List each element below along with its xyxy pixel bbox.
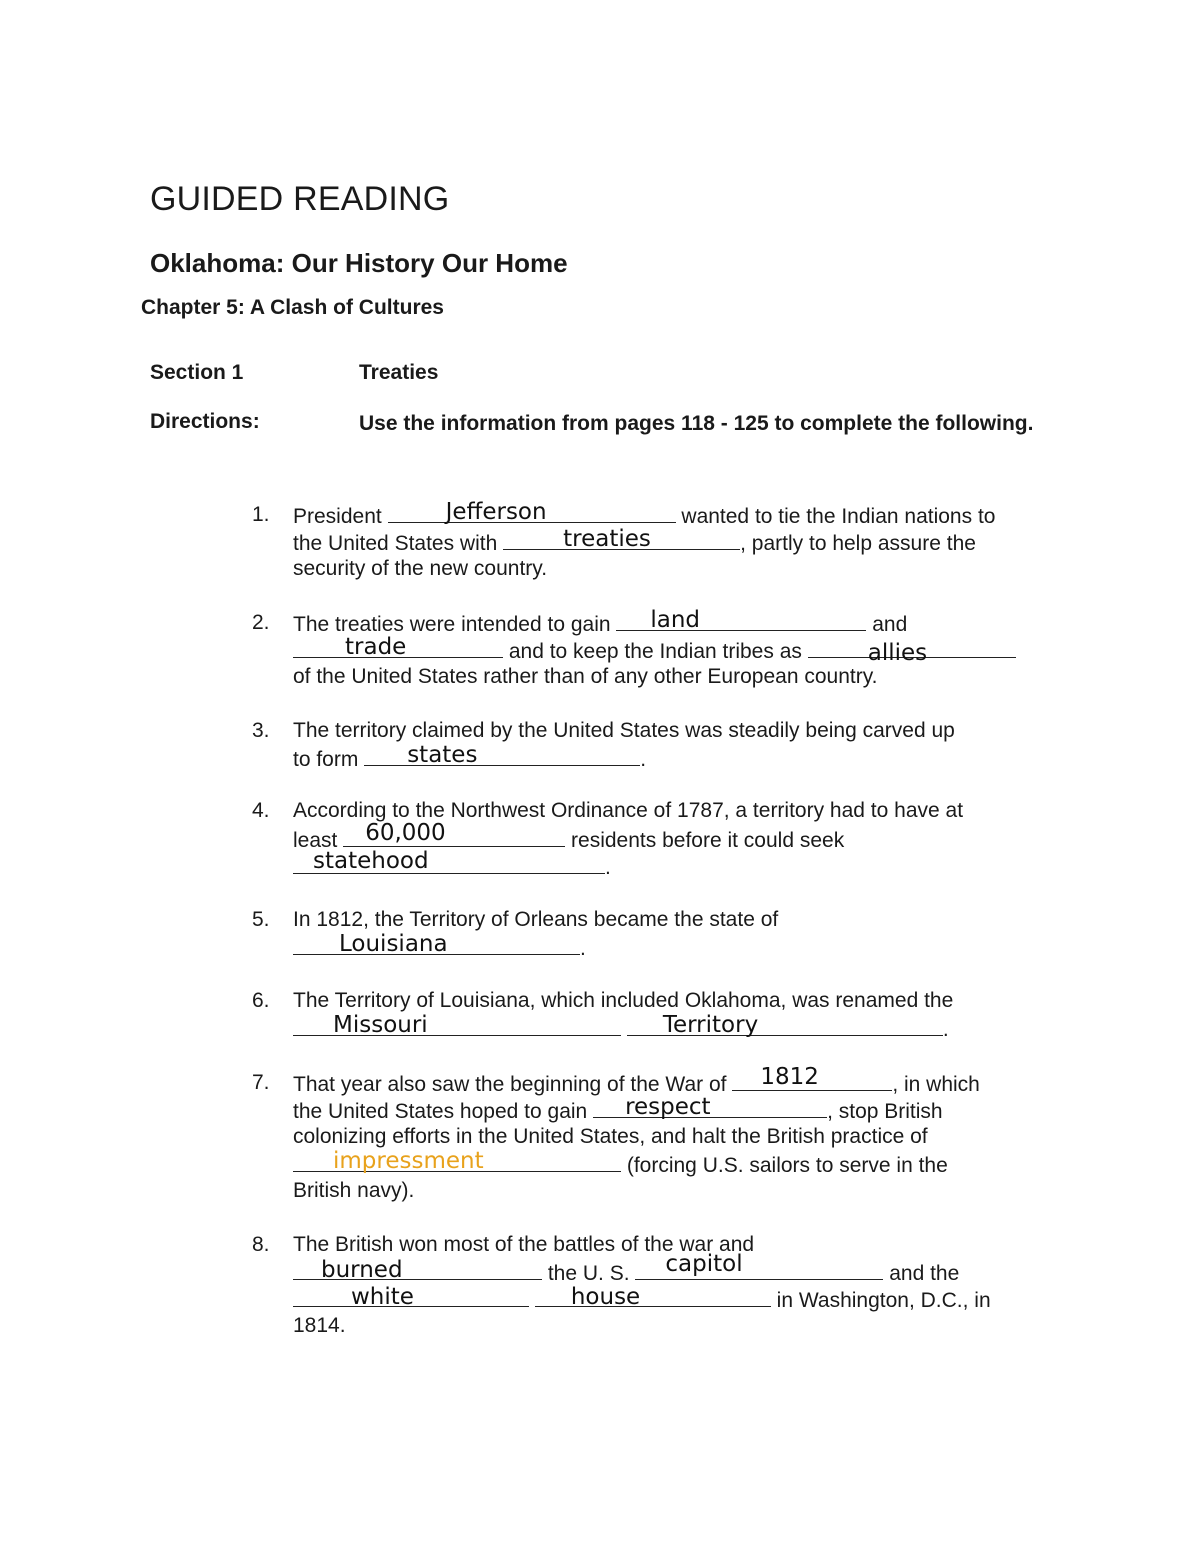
answer-blank[interactable] bbox=[293, 1148, 621, 1174]
answer-blank[interactable] bbox=[503, 526, 740, 552]
filled-answer: Jefferson bbox=[445, 499, 547, 525]
answer-blank[interactable] bbox=[343, 820, 565, 847]
answer-blank[interactable] bbox=[364, 742, 640, 768]
answer-blank[interactable] bbox=[293, 931, 580, 957]
answer-blank[interactable] bbox=[616, 607, 866, 633]
question-text: The British won most of the battles of the war and bbox=[293, 1233, 755, 1256]
book-title: Oklahoma: Our History Our Home bbox=[150, 248, 568, 278]
directions-text: Use the information from pages 118 - 125 to complete the following. bbox=[359, 412, 1034, 435]
question-text: the United States with bbox=[293, 532, 504, 555]
question-text: colonizing efforts in the United States, and halt the British practice of bbox=[293, 1125, 928, 1148]
filled-answer: 60,000 bbox=[365, 820, 446, 846]
question-text: According to the Northwest Ordinance of 1787, a territory had to have at bbox=[293, 799, 964, 822]
question-text: 1814. bbox=[293, 1314, 346, 1337]
filled-answer: states bbox=[407, 742, 478, 768]
question-number: 1. bbox=[252, 503, 270, 526]
filled-answer: 1812 bbox=[760, 1064, 819, 1090]
question-text: security of the new country. bbox=[293, 557, 548, 580]
question-text: British navy). bbox=[293, 1179, 415, 1202]
question-number: 3. bbox=[252, 719, 270, 742]
directions-label: Directions: bbox=[150, 410, 260, 433]
section-label: Section 1 bbox=[150, 361, 244, 384]
answer-blank[interactable] bbox=[293, 1257, 542, 1283]
question-text: The territory claimed by the United States was steadily being carved up bbox=[293, 719, 955, 742]
question-text: The Territory of Louisiana, which included Oklahoma, was renamed the bbox=[293, 989, 954, 1012]
question-text: . bbox=[640, 748, 647, 771]
filled-answer: statehood bbox=[313, 848, 429, 874]
question-text: and to keep the Indian tribes as bbox=[503, 640, 808, 663]
question-number: 7. bbox=[252, 1071, 270, 1094]
question-number: 6. bbox=[252, 989, 270, 1012]
question-text: to form bbox=[293, 748, 365, 771]
question-text: of the United States rather than of any other European country. bbox=[293, 665, 878, 688]
filled-answer: Territory bbox=[662, 1012, 759, 1038]
filled-answer: Missouri bbox=[333, 1012, 428, 1038]
filled-answer: white bbox=[351, 1284, 414, 1310]
question-text: the U. S. bbox=[542, 1262, 636, 1285]
filled-answer: land bbox=[650, 607, 701, 633]
question-text: . bbox=[605, 856, 611, 879]
filled-answer: treaties bbox=[563, 526, 651, 552]
filled-answer: respect bbox=[625, 1094, 711, 1120]
answer-blank[interactable] bbox=[732, 1064, 892, 1091]
answer-blank[interactable] bbox=[293, 1284, 529, 1310]
filled-answer: allies bbox=[867, 640, 928, 666]
question-text: the United States hoped to gain bbox=[293, 1100, 594, 1123]
answer-blank[interactable] bbox=[593, 1094, 827, 1120]
answer-blank[interactable] bbox=[627, 1012, 943, 1038]
question-text: (forcing U.S. sailors to serve in the bbox=[621, 1154, 948, 1177]
answer-blank[interactable] bbox=[293, 1012, 621, 1038]
question-number: 5. bbox=[252, 908, 270, 931]
question-text: and bbox=[866, 613, 908, 636]
question-text: President bbox=[293, 505, 388, 528]
question-text: . bbox=[942, 1018, 949, 1041]
question-text: In 1812, the Territory of Orleans became the state of bbox=[293, 908, 779, 931]
worksheet-title: GUIDED READING bbox=[150, 180, 450, 218]
question-text: least bbox=[293, 829, 344, 852]
question-text: residents before it could seek bbox=[565, 829, 845, 852]
question-number: 4. bbox=[252, 799, 270, 822]
question-text: and the bbox=[883, 1262, 960, 1285]
answer-blank[interactable] bbox=[293, 634, 503, 660]
question-text: The treaties were intended to gain bbox=[293, 613, 617, 636]
answer-blank[interactable] bbox=[293, 848, 605, 874]
question-text: , in which bbox=[892, 1073, 980, 1096]
answer-blank[interactable] bbox=[388, 499, 676, 525]
question-number: 2. bbox=[252, 611, 270, 634]
answer-blank[interactable] bbox=[635, 1251, 883, 1280]
question-text: . bbox=[580, 937, 586, 960]
filled-answer: capitol bbox=[665, 1251, 743, 1277]
filled-answer: house bbox=[570, 1284, 641, 1310]
question-text: That year also saw the beginning of the War of bbox=[293, 1073, 733, 1096]
chapter-title: Chapter 5: A Clash of Cultures bbox=[141, 296, 444, 319]
question-number: 8. bbox=[252, 1233, 270, 1256]
question-text: , stop British bbox=[827, 1100, 943, 1123]
section-value: Treaties bbox=[359, 361, 439, 384]
answer-blank[interactable] bbox=[535, 1284, 771, 1310]
filled-answer: trade bbox=[345, 634, 407, 660]
question-text: wanted to tie the Indian nations to bbox=[675, 505, 996, 528]
filled-answer: impressment bbox=[333, 1148, 484, 1174]
answer-blank[interactable] bbox=[808, 638, 1016, 666]
filled-answer: Louisiana bbox=[339, 931, 448, 957]
filled-answer: burned bbox=[321, 1257, 403, 1283]
question-text: in Washington, D.C., in bbox=[770, 1289, 991, 1312]
question-text: , partly to help assure the bbox=[740, 532, 976, 555]
